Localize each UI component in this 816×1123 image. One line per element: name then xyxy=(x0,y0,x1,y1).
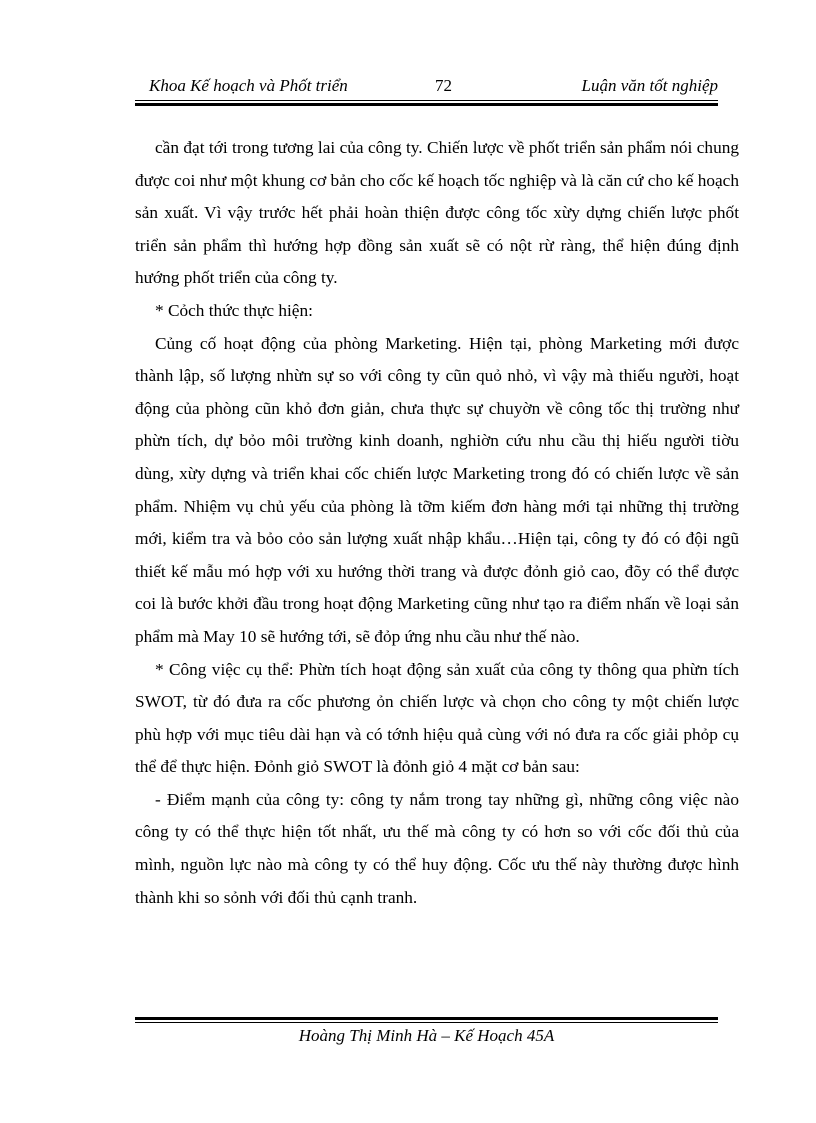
paragraph-3: Củng cố hoạt động của phòng Marketing. Hiện tại, phòng Marketing mới được thành lập, số lượng nhừn sự so với công ty cũn quỏ nhỏ, vì vậy mà thiếu người, hoạt động của phòng cũn khỏ đơn giản, chưa thực sự chuyờn về công tốc thị trường như phừn tích, dự bỏo môi trường kinh doanh, nghiờn cứu nhu cầu thị hiếu người tiờu dùng, xừy dựng và triển khai cốc chiến lược Marketing trong đó có chiến lược về sản phẩm. Nhiệm vụ chủ yếu của phòng là tỡm kiếm đơn hàng mới tại những thị trường mới, kiểm tra và bỏo cỏo sản lượng xuất nhập khẩu…Hiện tại, công ty đó có đội ngũ thiết kế mẫu mó hợp với xu hướng thời trang và được đỏnh giỏ cao, đõy có thể được coi là bước khởi đầu trong hoạt động Marketing cũng như tạo ra điểm nhấn về loại sản phẩm mà May 10 sẽ hướng tới, sẽ đỏp ứng nhu cầu như thế nào. xyxy=(135,333,739,646)
header-department: Khoa Kế hoạch và Phốt triển xyxy=(149,76,348,95)
footer-rule-thin xyxy=(135,1022,718,1023)
body-text xyxy=(135,132,739,914)
footer-rule-thick xyxy=(135,1017,718,1020)
header-document-type: Luận văn tốt nghiệp xyxy=(581,76,718,95)
paragraph-2: * Cỏch thức thực hiện: xyxy=(155,300,313,320)
paragraph-5: - Điểm mạnh của công ty: công ty nắm trong tay những gì, những công việc nào công ty có thể thực hiện tốt nhất, ưu thế mà công ty có hơn so với cốc đối thủ của mình, nguồn lực nào mà công ty có thể huy động. Cốc ưu thế này thường được hình thành khi so sỏnh với đối thủ cạnh tranh. xyxy=(135,789,739,907)
paragraph-4: * Công việc cụ thể: Phừn tích hoạt động sản xuất của công ty thông qua phừn tích SWOT, từ đó đưa ra cốc phương ỏn chiến lược và chọn cho công ty một chiến lược phù hợp với mục tiêu dài hạn và có tớnh hiệu quả cùng với nó đưa ra cốc giải phỏp cụ thể để thực hiện. Đỏnh giỏ SWOT là đỏnh giỏ 4 mặt cơ bản sau: xyxy=(135,659,739,777)
paragraph-1: cần đạt tới trong tương lai của công ty. Chiến lược về phốt triển sản phẩm nói chung được coi như một khung cơ bản cho cốc kế hoạch tốc nghiệp và là căn cứ cho kế hoạch sản xuất. Vì vậy trước hết phải hoàn thiện được công tốc xừy dựng chiến lược phốt triển sản phẩm thì hướng hợp đồng sản xuất sẽ có nột rừ ràng, thể hiện đúng định hướng phốt triển của công ty. xyxy=(135,138,739,288)
header-rule-thin xyxy=(135,100,718,101)
page-header xyxy=(135,72,718,102)
header-rule-thick xyxy=(135,103,718,106)
page-number: 72 xyxy=(435,76,452,95)
page-footer: Hoàng Thị Minh Hà – Kế Hoạch 45A xyxy=(298,1026,555,1045)
